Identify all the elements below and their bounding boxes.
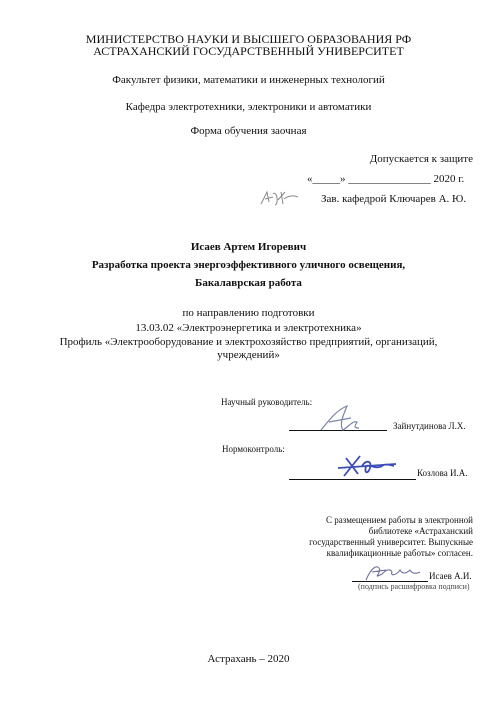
approval-date-line: «_____» _______________ 2020 г.	[307, 173, 465, 185]
university-heading: АСТРАХАНСКИЙ ГОСУДАРСТВЕННЫЙ УНИВЕРСИТЕТ	[93, 44, 404, 58]
profile-line-continued: учреждений»	[217, 349, 280, 361]
supervisor-label: Научный руководитель:	[221, 397, 313, 407]
author-name: Исаев Артем Игоревич	[190, 241, 307, 253]
consent-name: Исаев А.И.	[429, 571, 472, 581]
head-of-department: Зав. кафедрой Ключарев А. Ю.	[321, 193, 467, 205]
faculty-line: Факультет физики, математики и инженерных технологий	[112, 74, 385, 86]
direction-label: по направлению подготовки	[182, 307, 315, 319]
consent-line-3: государственный университет. Выпускные	[309, 537, 473, 547]
signature-caption: (подпись расшифровка подписи)	[358, 582, 470, 591]
department-line: Кафедра электротехники, электроники и автоматики	[125, 101, 372, 113]
normcontrol-label: Нормоконтроль:	[222, 444, 285, 454]
consent-line-2: библиотеке «Астраханский	[368, 526, 473, 536]
supervisor-name: Зайнутдинова Л.Х.	[393, 421, 466, 431]
profile-line: Профиль «Электрооборудование и электрохозяйство предприятий, организаций,	[59, 336, 438, 348]
city-year: Астрахань – 2020	[207, 653, 290, 665]
consent-line-4: квалификационные работы» согласен.	[326, 548, 473, 558]
study-form-line: Форма обучения заочная	[190, 125, 307, 137]
supervisor-signature-icon	[317, 404, 367, 434]
work-type: Бакалаврская работа	[195, 277, 302, 289]
direction-code: 13.03.02 «Электроэнергетика и электротехника»	[135, 322, 362, 334]
head-signature-icon	[257, 186, 305, 210]
thesis-topic: Разработка проекта энергоэффективного уличного освещения,	[91, 259, 406, 271]
consent-line-1: С размещением работы в электронной	[326, 515, 473, 525]
admitted-to-defense: Допускается к защите	[369, 153, 473, 165]
normcontrol-name: Козлова И.А.	[417, 468, 468, 478]
ministry-heading: МИНИСТЕРСТВО НАУКИ И ВЫСШЕГО ОБРАЗОВАНИЯ РФ	[85, 32, 412, 46]
normcontrol-signature-icon	[336, 452, 398, 482]
